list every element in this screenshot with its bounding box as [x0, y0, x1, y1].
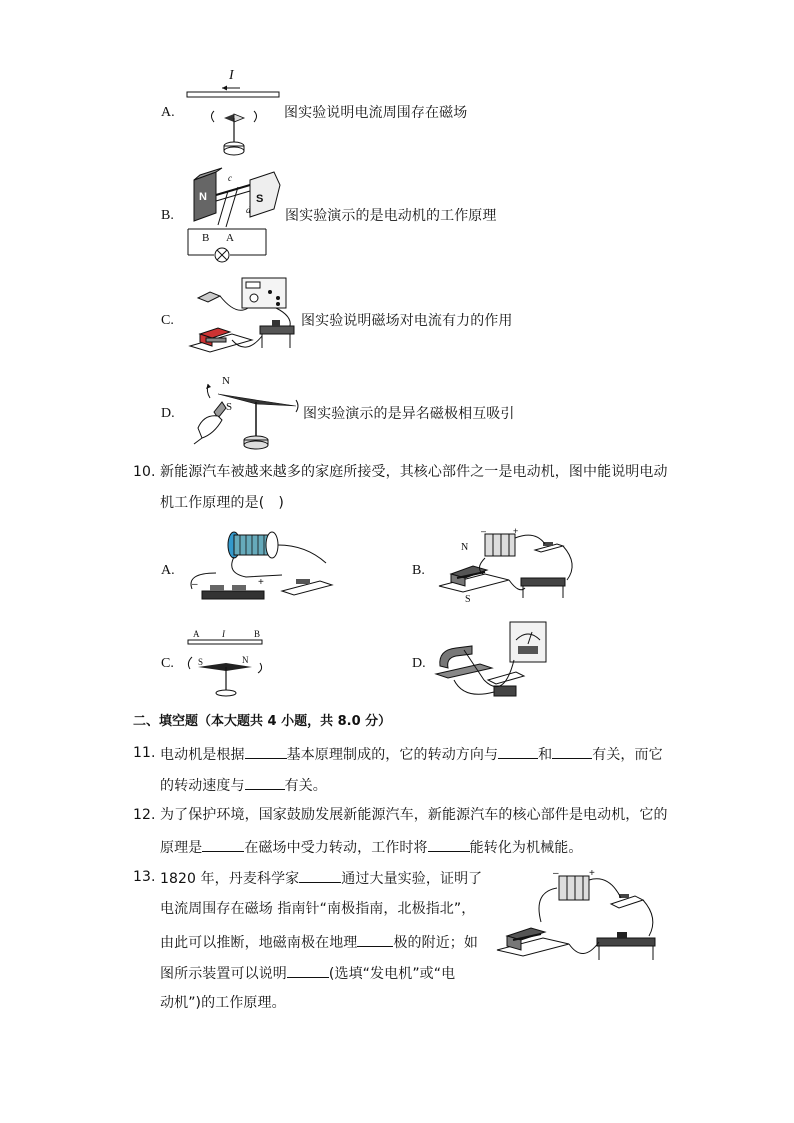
svg-text:N: N [199, 191, 207, 203]
svg-text:+: + [513, 528, 519, 536]
q10-option-a-figure [186, 529, 336, 609]
svg-text:N: N [242, 655, 249, 665]
q9-option-d-letter: D. [161, 406, 175, 421]
q9-option-c-figure [186, 276, 298, 362]
q9-a-current-label: I [229, 68, 234, 83]
svg-text:–: – [553, 868, 559, 879]
q13-number: 13. [133, 869, 156, 885]
q10-option-b-letter: B. [412, 563, 425, 578]
q10-option-c-letter: C. [161, 656, 174, 671]
q11-number: 11. [133, 745, 156, 761]
svg-text:–: – [192, 579, 198, 590]
svg-text:N: N [222, 375, 230, 387]
q11-line1: 电动机是根据 基本原理制成的，它的转动方向与 和 有关，而它 [160, 747, 663, 763]
q9-option-a-letter: A. [161, 105, 175, 120]
q13-line2: 电流周围存在磁场 指南针“南极指南，北极指北”， [160, 901, 476, 917]
q13-line4: 图所示装置可以说明 (选填“发电机”或“电 [160, 966, 456, 982]
svg-text:B: B [202, 232, 210, 244]
q12-line1: 为了保护环境，国家鼓励发展新能源汽车，新能源汽车的核心部件是电动机，它的 [160, 807, 668, 823]
svg-text:S: S [256, 193, 264, 205]
q13-blank-1[interactable] [299, 870, 341, 883]
svg-text:A: A [193, 629, 200, 639]
svg-text:d: d [246, 205, 251, 215]
svg-text:N: N [461, 542, 469, 553]
svg-text:B: B [254, 629, 261, 639]
q11-blank-3[interactable] [552, 746, 592, 759]
svg-text:+: + [589, 868, 595, 879]
svg-text:+: + [258, 577, 264, 588]
q10-stem-line2: 机工作原理的是( ) [160, 495, 284, 511]
q9-option-a-text: 图实验说明电流周围存在磁场 [284, 105, 468, 121]
svg-text:S: S [198, 657, 204, 667]
q9-option-b-letter: B. [161, 208, 174, 223]
q12-number: 12. [133, 807, 156, 823]
svg-text:c: c [228, 173, 232, 183]
q13-line3: 由此可以推断，地磁南极在地理 极的附近；如 [160, 935, 479, 951]
q11-line2: 的转动速度与 有关。 [160, 778, 327, 794]
svg-text:A: A [226, 232, 234, 244]
q13-figure [493, 868, 663, 968]
q10-option-d-letter: D. [412, 656, 426, 671]
q9-option-d-figure [184, 372, 302, 452]
q13-blank-2[interactable] [357, 934, 393, 947]
q13-line5: 动机”)的工作原理。 [160, 995, 286, 1011]
q11-blank-1[interactable] [245, 746, 287, 759]
q10-stem-line1: 新能源汽车被越来越多的家庭所接受，其核心部件之一是电动机，图中能说明电动 [160, 464, 668, 480]
q11-blank-4[interactable] [245, 777, 285, 790]
q9-option-d-text: 图实验演示的是异名磁极相互吸引 [303, 406, 515, 422]
q12-blank-1[interactable] [202, 839, 244, 852]
svg-text:S: S [465, 594, 471, 605]
q11-blank-2[interactable] [498, 746, 538, 759]
q9-option-b-text: 图实验演示的是电动机的工作原理 [285, 208, 497, 224]
section-title: 二、填空题（本大题共 4 小题，共 8.0 分） [133, 714, 392, 729]
q12-line2: 原理是 在磁场中受力转动，工作时将 能转化为机械能。 [160, 840, 583, 856]
q9-option-a-figure [184, 66, 280, 158]
q9-option-b-figure [186, 165, 282, 263]
q13-line1: 1820 年，丹麦科学家 通过大量实验，证明了 [160, 871, 483, 887]
svg-text:S: S [226, 401, 233, 413]
svg-text:–: – [481, 528, 487, 536]
q10-option-a-letter: A. [161, 563, 175, 578]
q10-option-d-figure [434, 620, 564, 706]
q10-number: 10. [133, 464, 156, 480]
q9-option-c-text: 图实验说明磁场对电流有力的作用 [301, 313, 513, 329]
q10-option-b-figure [435, 528, 585, 608]
q9-option-c-letter: C. [161, 313, 174, 328]
q12-blank-2[interactable] [428, 839, 470, 852]
q10-option-c-figure [184, 627, 274, 703]
svg-text:I: I [222, 629, 225, 639]
q13-blank-3[interactable] [287, 965, 329, 978]
